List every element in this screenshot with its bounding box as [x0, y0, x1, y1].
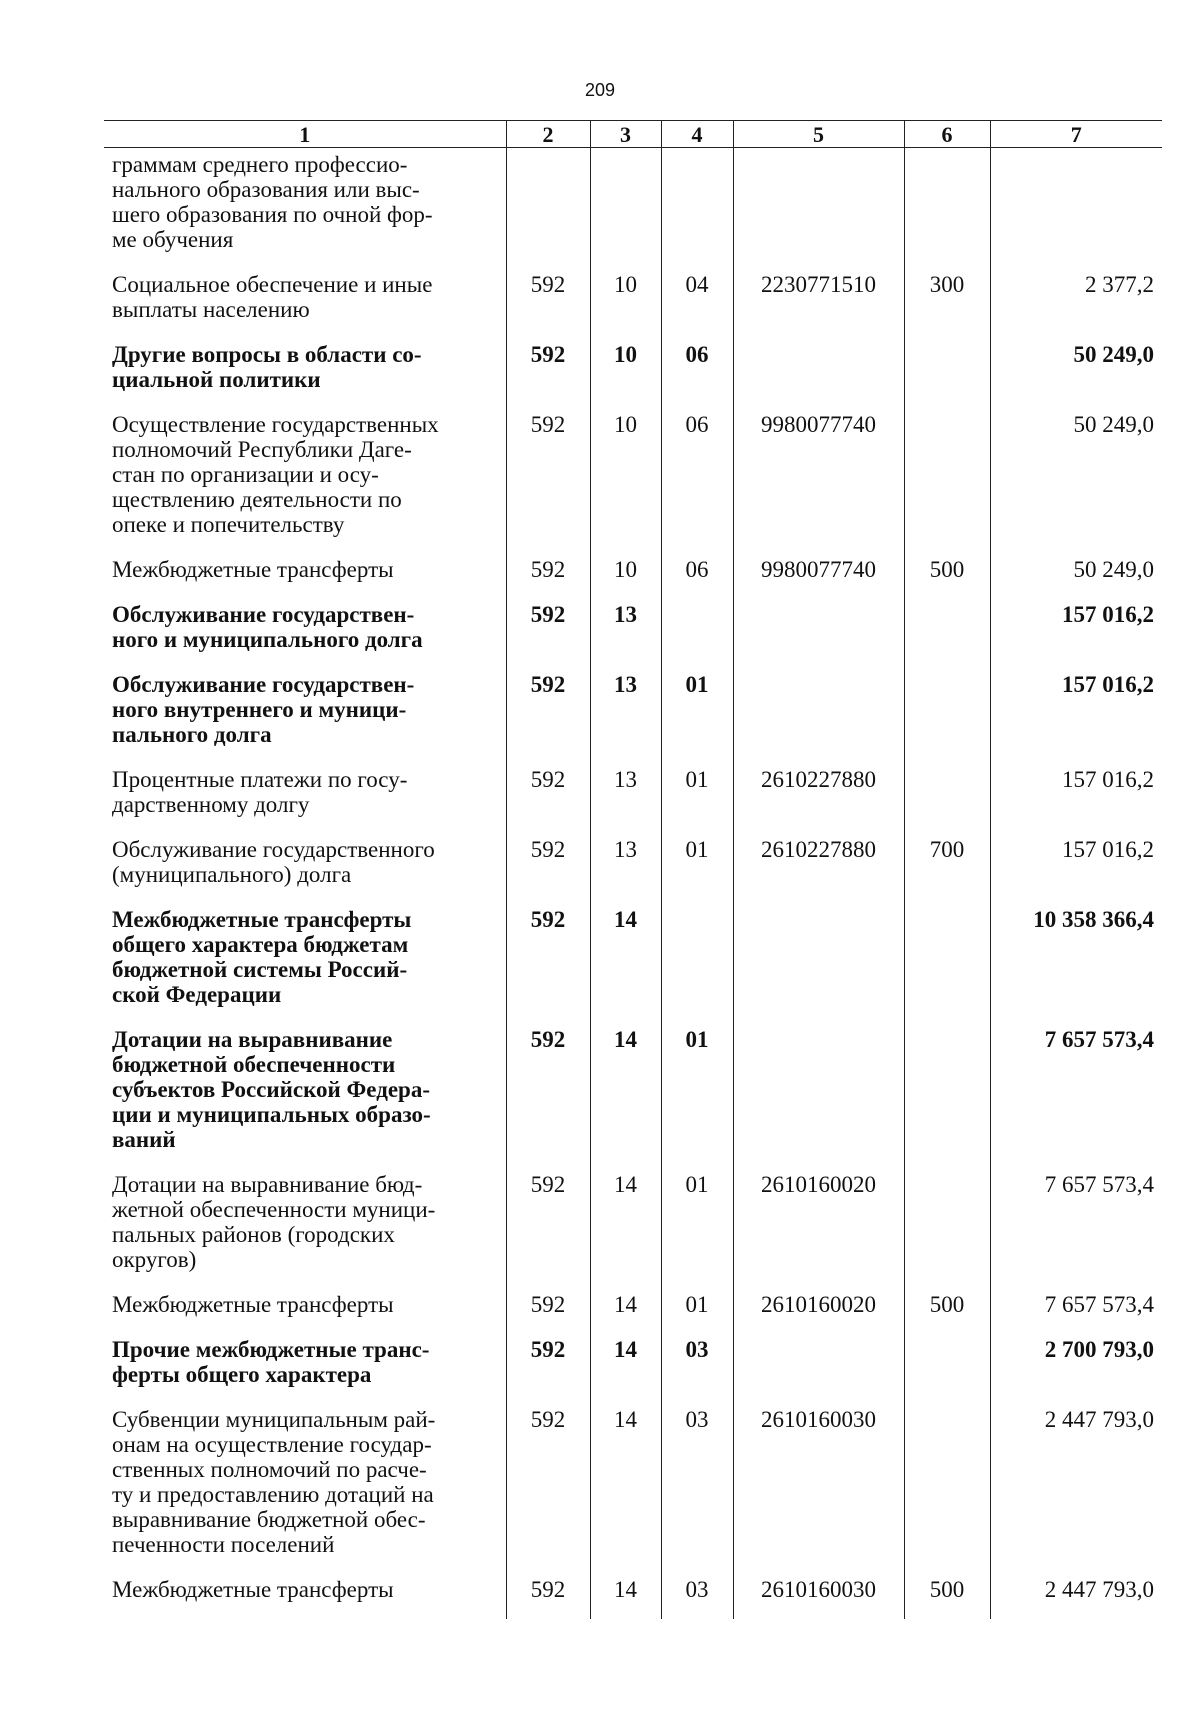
- row-admin-code-cell: 592: [506, 1404, 590, 1574]
- row-target-article-cell: [733, 1024, 904, 1169]
- row-target-article-cell: 2610160020: [733, 1289, 904, 1334]
- row-subsection-cell: [661, 148, 733, 270]
- row-target-article-cell: 9980077740: [733, 409, 904, 554]
- row-subsection-cell: 06: [661, 339, 733, 409]
- header-col-6: 6: [904, 121, 990, 148]
- row-section-cell: 10: [590, 269, 661, 339]
- table-row: [104, 339, 1162, 409]
- row-amount-cell: [990, 148, 1162, 270]
- row-admin-code-cell: 592: [506, 1574, 590, 1619]
- row-expense-type-cell: [904, 904, 990, 1024]
- table-header: [104, 121, 1162, 148]
- row-name-cell: Социальное обеспечение и иные выплаты населению: [112, 272, 433, 322]
- row-name-cell: Субвенции муниципальным рай- онам на осуществление государ- ственных полномочий по расче- ту и предоставлению дотаций на выравнивание бюджетной обес- печенности поселений: [112, 1407, 436, 1557]
- table-row: [104, 904, 1162, 1024]
- row-target-article-cell: 2610160020: [733, 1169, 904, 1289]
- row-target-article-cell: 2230771510: [733, 269, 904, 339]
- row-subsection-cell: 01: [661, 1024, 733, 1169]
- row-admin-code-cell: 592: [506, 409, 590, 554]
- row-target-article-cell: [733, 669, 904, 764]
- row-name-cell: Дотации на выравнивание бюд- жетной обеспеченности муници- пальных районов (городских округов): [112, 1172, 436, 1272]
- row-target-article-cell: 9980077740: [733, 554, 904, 599]
- row-amount-cell: 7 657 573,4: [990, 1169, 1162, 1289]
- row-amount-cell: 2 377,2: [990, 269, 1162, 339]
- row-subsection-cell: 04: [661, 269, 733, 339]
- row-amount-cell: 157 016,2: [990, 834, 1162, 904]
- page-number: 209: [584, 80, 616, 100]
- row-expense-type-cell: [904, 1169, 990, 1289]
- table-row: [104, 1574, 1162, 1619]
- row-section-cell: 14: [590, 1024, 661, 1169]
- row-name-cell: Обслуживание государственного (муниципального) долга: [112, 837, 435, 887]
- row-section-cell: 13: [590, 764, 661, 834]
- row-name-cell: Процентные платежи по госу- дарственному долгу: [112, 767, 408, 817]
- row-amount-cell: 157 016,2: [990, 764, 1162, 834]
- row-name-cell: Межбюджетные трансферты: [112, 1292, 394, 1317]
- row-section-cell: 10: [590, 339, 661, 409]
- row-expense-type-cell: [904, 339, 990, 409]
- row-target-article-cell: [733, 904, 904, 1024]
- row-target-article-cell: [733, 1334, 904, 1404]
- row-name-cell: Межбюджетные трансферты: [112, 1577, 394, 1602]
- row-expense-type-cell: [904, 409, 990, 554]
- row-name-cell: Межбюджетные трансферты общего характера бюджетам бюджетной системы Россий- ской Федерации: [112, 907, 412, 1007]
- row-section-cell: 14: [590, 1404, 661, 1574]
- row-section-cell: 13: [590, 669, 661, 764]
- row-amount-cell: 2 447 793,0: [990, 1574, 1162, 1619]
- row-expense-type-cell: 500: [904, 1289, 990, 1334]
- row-expense-type-cell: [904, 1404, 990, 1574]
- header-row: [104, 121, 1162, 148]
- row-admin-code-cell: 592: [506, 269, 590, 339]
- row-name-cell: граммам среднего профессио- нального образования или выс- шего образования по очной фор- ме обучения: [112, 152, 433, 252]
- row-expense-type-cell: [904, 669, 990, 764]
- row-subsection-cell: [661, 904, 733, 1024]
- header-col-5: 5: [733, 121, 904, 148]
- row-subsection-cell: 06: [661, 554, 733, 599]
- row-section-cell: 10: [590, 409, 661, 554]
- row-subsection-cell: 01: [661, 834, 733, 904]
- row-admin-code-cell: 592: [506, 834, 590, 904]
- row-admin-code-cell: 592: [506, 1289, 590, 1334]
- row-subsection-cell: 06: [661, 409, 733, 554]
- row-admin-code-cell: 592: [506, 599, 590, 669]
- row-subsection-cell: 01: [661, 764, 733, 834]
- table-row: [104, 669, 1162, 764]
- row-amount-cell: 50 249,0: [990, 409, 1162, 554]
- row-target-article-cell: [733, 599, 904, 669]
- row-amount-cell: 157 016,2: [990, 599, 1162, 669]
- row-amount-cell: 7 657 573,4: [990, 1024, 1162, 1169]
- row-section-cell: 14: [590, 1574, 661, 1619]
- table-row: [104, 1404, 1162, 1574]
- row-amount-cell: 50 249,0: [990, 339, 1162, 409]
- row-name-cell: Обслуживание государствен- ного внутреннего и муници- пального долга: [112, 672, 415, 747]
- row-admin-code-cell: 592: [506, 1024, 590, 1169]
- row-amount-cell: 10 358 366,4: [990, 904, 1162, 1024]
- row-subsection-cell: 01: [661, 1289, 733, 1334]
- table-row: [104, 599, 1162, 669]
- header-col-7: 7: [990, 121, 1162, 148]
- row-section-cell: 14: [590, 904, 661, 1024]
- table-row: [104, 148, 1162, 270]
- row-expense-type-cell: [904, 599, 990, 669]
- row-admin-code-cell: 592: [506, 1169, 590, 1289]
- row-admin-code-cell: [506, 148, 590, 270]
- row-name-cell: Обслуживание государствен- ного и муниципального долга: [112, 602, 423, 652]
- row-expense-type-cell: [904, 1334, 990, 1404]
- table-row: [104, 1289, 1162, 1334]
- row-section-cell: 14: [590, 1169, 661, 1289]
- table-row: [104, 1024, 1162, 1169]
- row-section-cell: [590, 148, 661, 270]
- row-subsection-cell: 01: [661, 669, 733, 764]
- row-target-article-cell: 2610160030: [733, 1404, 904, 1574]
- row-admin-code-cell: 592: [506, 904, 590, 1024]
- table-row: [104, 409, 1162, 554]
- row-expense-type-cell: 700: [904, 834, 990, 904]
- row-expense-type-cell: [904, 1024, 990, 1169]
- header-col-3: 3: [590, 121, 661, 148]
- row-section-cell: 13: [590, 834, 661, 904]
- row-target-article-cell: [733, 339, 904, 409]
- row-section-cell: 13: [590, 599, 661, 669]
- row-subsection-cell: 03: [661, 1404, 733, 1574]
- row-target-article-cell: 2610227880: [733, 764, 904, 834]
- row-name-cell: Дотации на выравнивание бюджетной обеспеченности субъектов Российской Федера- ции и муниципальных образо- ваний: [112, 1027, 431, 1152]
- row-amount-cell: 157 016,2: [990, 669, 1162, 764]
- row-subsection-cell: [661, 599, 733, 669]
- row-admin-code-cell: 592: [506, 554, 590, 599]
- row-name-cell: Осуществление государственных полномочий Республики Даге- стан по организации и осу- ществлению деятельности по опеке и попечительству: [112, 412, 439, 537]
- row-expense-type-cell: 500: [904, 554, 990, 599]
- row-expense-type-cell: 300: [904, 269, 990, 339]
- row-subsection-cell: 01: [661, 1169, 733, 1289]
- row-amount-cell: 2 447 793,0: [990, 1404, 1162, 1574]
- row-admin-code-cell: 592: [506, 669, 590, 764]
- row-target-article-cell: 2610227880: [733, 834, 904, 904]
- table-row: [104, 1334, 1162, 1404]
- row-expense-type-cell: [904, 148, 990, 270]
- header-col-4: 4: [661, 121, 733, 148]
- header-col-1: 1: [104, 121, 506, 148]
- table-row: [104, 554, 1162, 599]
- row-name-cell: Другие вопросы в области со- циальной политики: [112, 342, 422, 392]
- row-target-article-cell: [733, 148, 904, 270]
- row-admin-code-cell: 592: [506, 764, 590, 834]
- table-row: [104, 269, 1162, 339]
- header-col-2: 2: [506, 121, 590, 148]
- row-name-cell: Межбюджетные трансферты: [112, 557, 394, 582]
- row-amount-cell: 50 249,0: [990, 554, 1162, 599]
- row-expense-type-cell: 500: [904, 1574, 990, 1619]
- row-amount-cell: 7 657 573,4: [990, 1289, 1162, 1334]
- table-row: [104, 1169, 1162, 1289]
- row-name-cell: Прочие межбюджетные транс- ферты общего характера: [112, 1337, 430, 1387]
- row-subsection-cell: 03: [661, 1574, 733, 1619]
- row-admin-code-cell: 592: [506, 339, 590, 409]
- table-row: [104, 834, 1162, 904]
- budget-table: [104, 120, 1162, 1619]
- row-amount-cell: 2 700 793,0: [990, 1334, 1162, 1404]
- row-subsection-cell: 03: [661, 1334, 733, 1404]
- row-admin-code-cell: 592: [506, 1334, 590, 1404]
- table-row: [104, 764, 1162, 834]
- row-target-article-cell: 2610160030: [733, 1574, 904, 1619]
- table-body: [104, 148, 1162, 1620]
- row-section-cell: 10: [590, 554, 661, 599]
- row-expense-type-cell: [904, 764, 990, 834]
- row-section-cell: 14: [590, 1289, 661, 1334]
- row-section-cell: 14: [590, 1334, 661, 1404]
